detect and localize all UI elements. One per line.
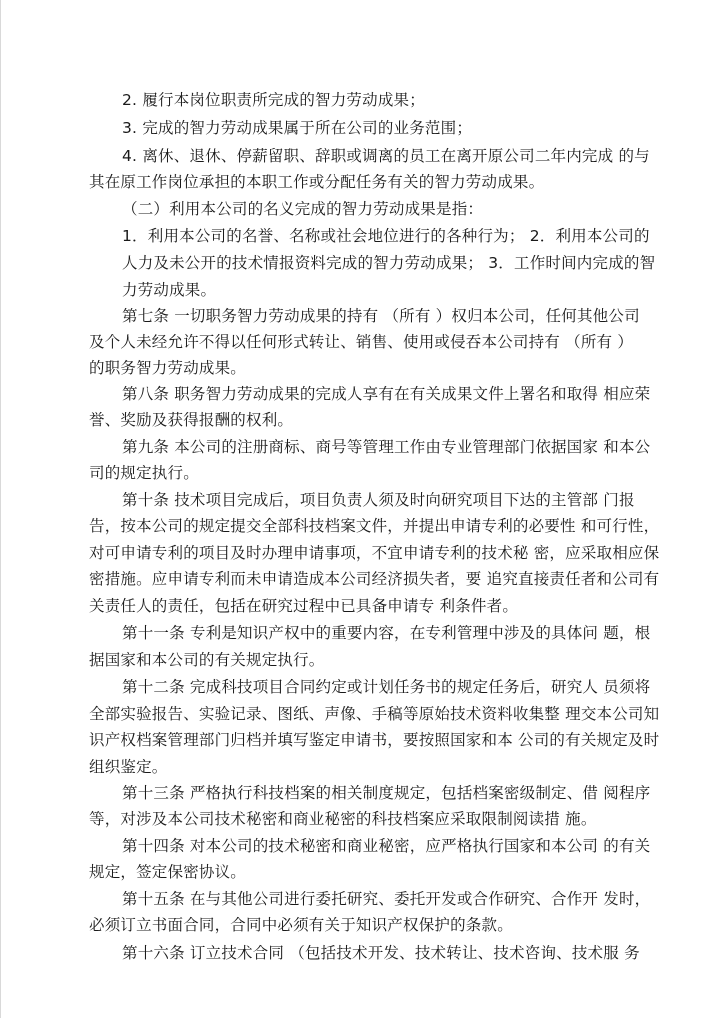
text-line: 司的规定执行。: [89, 464, 199, 482]
text-line: 第九条 本公司的注册商标、商号等管理工作由专业管理部门依据国家 和本公: [122, 438, 651, 456]
text-line: 关责任人的责任，包括在研究过程中已具备申请专 利条件者。: [89, 597, 519, 615]
text-line: 1．利用本公司的名誉、名称或社会地位进行的各种行为； 2．利用本公司的: [122, 227, 650, 245]
text-line: 及个人未经允许不得以任何形式转让、销售、使用或侵吞本公司持有 （所有 ）: [89, 333, 634, 351]
text-line: 规定，签定保密协议。: [89, 863, 247, 881]
text-line: 第十四条 对本公司的技术秘密和商业秘密，应严格执行国家和本公司 的有关: [122, 837, 651, 855]
text-line: 4. 离休、退休、停薪留职、辞职或调离的员工在离开原公司二年内完成 的与: [122, 147, 650, 165]
text-line: 力劳动成果。: [122, 281, 217, 299]
text-line: 誉、奖励及获得报酬的权利。: [89, 411, 294, 429]
text-line: 第十二条 完成科技项目合同约定或计划任务书的规定任务后，研究人 员须将: [122, 678, 651, 696]
text-line: 的职务智力劳动成果。: [89, 359, 247, 377]
text-line: 第七条 一切职务智力劳动成果的持有 （所有 ）权归本公司，任何其他公司: [122, 307, 640, 325]
text-line: 密措施。应申请专利而未申请造成本公司经济损失者，要 追究直接责任者和公司有: [89, 570, 660, 588]
text-line: 2. 履行本岗位职责所完成的智力劳动成果；: [122, 91, 425, 109]
text-line: 全部实验报告、实验记录、图纸、声像、手稿等原始技术资料收集整 理交本公司知: [89, 705, 660, 723]
text-line: 等，对涉及本公司技术秘密和商业秘密的科技档案应采取限制阅读措 施。: [89, 810, 597, 828]
text-line: 识产权档案管理部门归档并填写鉴定申请书，要按照国家和本 公司的有关规定及时: [89, 731, 660, 749]
text-line: 第十六条 订立技术合同 （包括技术开发、技术转让、技术咨询、技术服 务: [122, 944, 640, 962]
text-line: 第十五条 在与其他公司进行委托研究、委托开发或合作研究、合作开 发时，: [122, 890, 651, 908]
text-line: 第十一条 专利是知识产权中的重要内容，在专利管理中涉及的具体问 题，根: [122, 624, 651, 642]
text-line: 据国家和本公司的有关规定执行。: [89, 651, 325, 669]
text-line: 3. 完成的智力劳动成果属于所在公司的业务范围；: [122, 119, 473, 137]
text-line: （二）利用本公司的名义完成的智力劳动成果是指：: [122, 200, 484, 218]
text-line: 必须订立书面合同，合同中必须有关于知识产权保护的条款。: [89, 916, 513, 934]
text-line: 第十条 技术项目完成后，项目负责人须及时向研究项目下达的主管部 门报: [122, 491, 635, 509]
text-line: 组织鉴定。: [89, 758, 168, 776]
text-line: 对可申请专利的项目及时办理申请事项，不宜申请专利的技术秘 密，应采取相应保: [89, 544, 660, 562]
text-line: 人力及未公开的技术情报资料完成的智力劳动成果； 3．工作时间内完成的智: [122, 254, 656, 272]
text-line: 告，按本公司的规定提交全部科技档案文件，并提出申请专利的必要性 和可行性，: [89, 517, 660, 535]
text-line: 第十三条 严格执行科技档案的相关制度规定，包括档案密级制定、借 阅程序: [122, 784, 651, 802]
text-line: 第八条 职务智力劳动成果的完成人享有在有关成果文件上署名和取得 相应荣: [122, 385, 651, 403]
text-line: 其在原工作岗位承担的本职工作或分配任务有关的智力劳动成果。: [89, 173, 545, 191]
